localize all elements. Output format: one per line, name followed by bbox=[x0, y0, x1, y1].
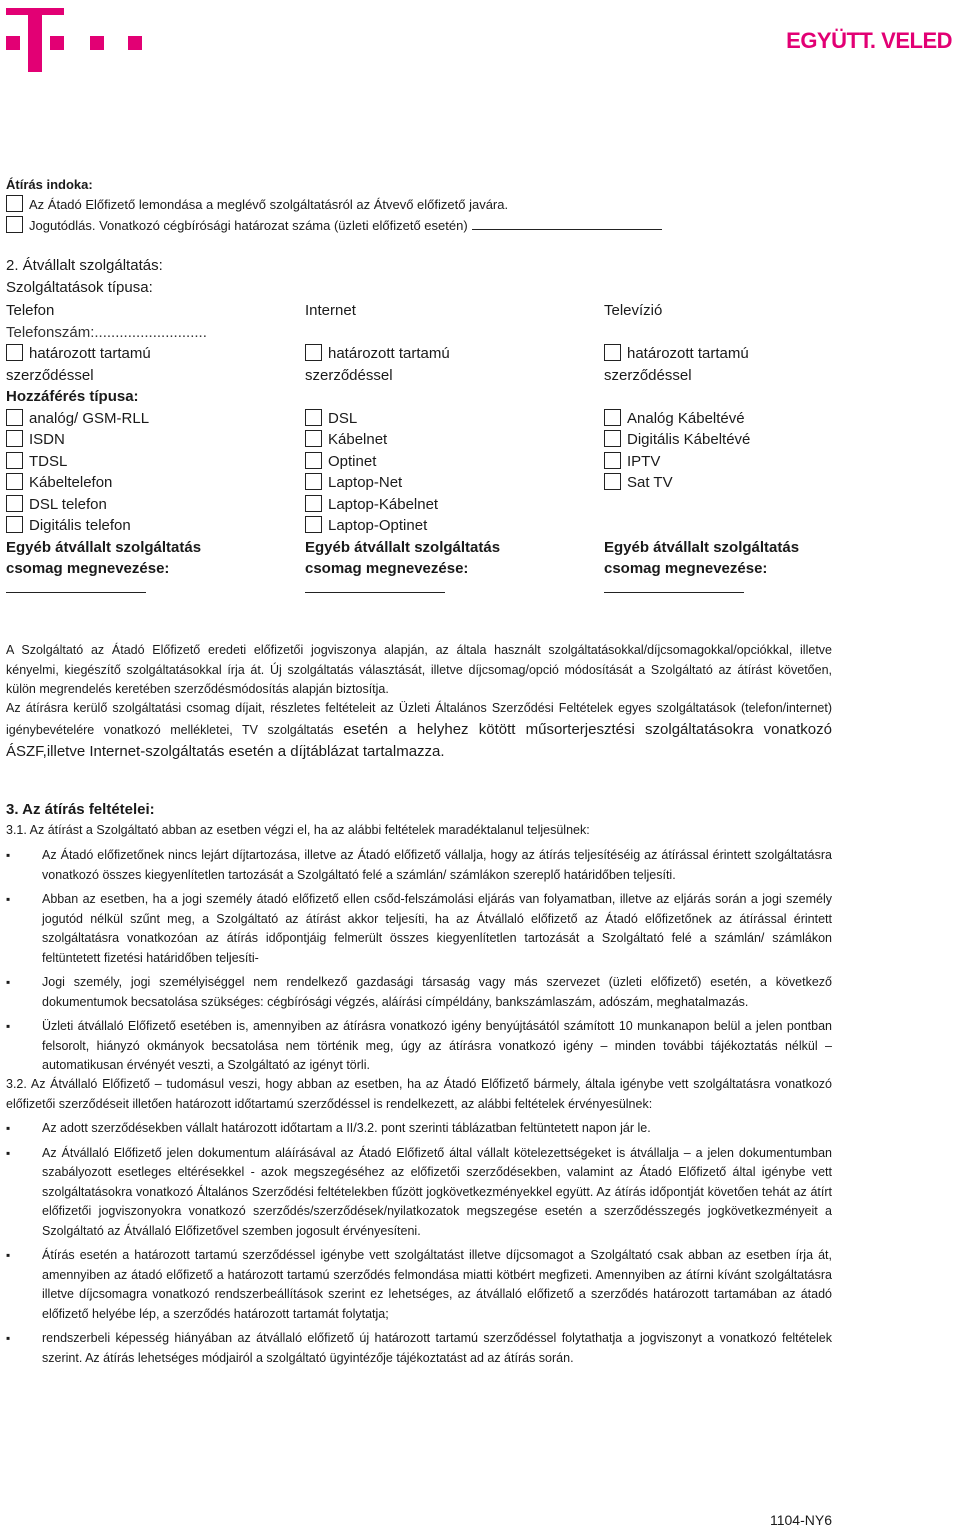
internet-header: Internet bbox=[305, 302, 356, 319]
tv-option-digital[interactable]: Digitális Kábeltévé bbox=[604, 429, 799, 451]
telefon-package-label: csomag megnevezése: bbox=[6, 560, 170, 577]
checkbox[interactable] bbox=[6, 516, 23, 533]
tv-package-label: csomag megnevezése: bbox=[604, 560, 768, 577]
checkbox[interactable] bbox=[305, 452, 322, 469]
internet-package-label: csomag megnevezése: bbox=[305, 560, 469, 577]
telefon-column bbox=[6, 300, 207, 593]
checkbox[interactable] bbox=[604, 409, 621, 426]
section3-1-bullets bbox=[6, 846, 832, 1081]
checkbox[interactable] bbox=[6, 344, 23, 361]
checkbox[interactable] bbox=[6, 452, 23, 469]
internet-option-laptop-net[interactable]: Laptop-Net bbox=[305, 472, 500, 494]
tv-fixed-term-cont: szerződéssel bbox=[604, 366, 692, 384]
tv-header: Televízió bbox=[604, 302, 663, 319]
list-item: ▪ Jogi személy, jogi személyiséggel nem rendelkező gazdasági társaság vagy más szervezet (üzleti előfizető) esetén, a következő dokumentumok becsatolása szükséges: cégbírósági végzés, aláírási címpéldány, bankszámlaszám, adószám, meghatalmazás. bbox=[6, 973, 832, 1012]
telefon-fixed-term[interactable]: határozott tartamú bbox=[6, 343, 207, 365]
phone-number-label: Telefonszám:........................... bbox=[6, 323, 207, 341]
section3-2-bullets bbox=[6, 1119, 832, 1373]
telefon-option-digital[interactable]: Digitális telefon bbox=[6, 515, 207, 537]
checkbox[interactable] bbox=[305, 430, 322, 447]
list-item: ▪ Az Átadó előfizetőnek nincs lejárt díjtartozása, illetve az Átadó előfizető vállalja, hogy az átírás teljesítéséig az átírással érintett szolgáltatásra vonatkozó összes kiegyenlítetlen tartozását a Szolgáltató felé a számlán/ számlákon szereplő határidőben teljesíti. bbox=[6, 846, 832, 885]
checkbox[interactable] bbox=[6, 216, 23, 233]
tv-option-analog[interactable]: Analóg Kábeltévé bbox=[604, 408, 799, 430]
reason-option-resignation[interactable]: Az Átadó Előfizető lemondása a meglévő szolgáltatásról az Átvevő előfizető javára. bbox=[6, 195, 508, 214]
brand-slogan: EGYÜTT. VELED bbox=[786, 28, 952, 53]
telefon-fixed-term-cont: szerződéssel bbox=[6, 366, 94, 384]
tv-column bbox=[604, 300, 799, 593]
resolution-number-blank[interactable] bbox=[472, 219, 662, 230]
telefon-option-isdn[interactable]: ISDN bbox=[6, 429, 207, 451]
reason-option-succession[interactable]: Jogutódlás. Vonatkozó cégbírósági határozat száma (üzleti előfizető esetén) bbox=[6, 216, 662, 235]
tv-fixed-term[interactable]: határozott tartamú bbox=[604, 343, 799, 365]
telefon-option-dsl[interactable]: DSL telefon bbox=[6, 494, 207, 516]
section3-1-intro: 3.1. Az átírást a Szolgáltató abban az esetben végzi el, ha az alábbi feltételek maradéktalanul teljesülnek: bbox=[6, 823, 590, 837]
list-item: ▪ rendszerbeli képesség hiányában az átvállaló előfizető új határozott tartamú szerződéssel folytathatja a jogviszonyt a vonatkozó feltételek szerint. Az átírás lehetséges módjairól a szolgáltató ügyintézője tájékoztatást ad az átírás során. bbox=[6, 1329, 832, 1368]
telefon-option-kabeltelefon[interactable]: Kábeltelefon bbox=[6, 472, 207, 494]
checkbox[interactable] bbox=[604, 473, 621, 490]
service-types-label: Szolgáltatások típusa: bbox=[6, 279, 153, 296]
tv-option-iptv[interactable]: IPTV bbox=[604, 451, 799, 473]
document-code: 1104-NY6 bbox=[769, 1512, 832, 1528]
internet-option-laptop-kabelnet[interactable]: Laptop-Kábelnet bbox=[305, 494, 500, 516]
internet-option-laptop-optinet[interactable]: Laptop-Optinet bbox=[305, 515, 500, 537]
section3-2-intro: 3.2. Az Átvállaló Előfizető – tudomásul veszi, hogy abban az esetben, ha az Átadó Előfizető bármely, általa igénybe vett szolgáltatásra vonatkozó előfizetői szerződéseit illetően határozott időtartamú szerződéssel is rendelkezett, az alábbi feltételek érvényesülnek: bbox=[6, 1077, 832, 1111]
list-item: ▪ Átírás esetén a határozott tartamú szerződéssel igénybe vett szolgáltatást illetve díjcsomagot a Szolgáltató csak abban az esetben írja át, amennyiben az átadó előfizető a határozott tartamú szerződés felmondása miatti kötbért megfizeti. Amennyiben az átírni kívánt szolgáltatásra illetve díjcsomagra vonatkozó rendszerbeállítások szerint ez lehetséges, az átvállaló előfizető a szerződés határozott tartamában az átadó előfizető helyébe lép, a szerződés határozott tartamát folytatja; bbox=[6, 1246, 832, 1324]
tv-other-label: Egyéb átvállalt szolgáltatás bbox=[604, 538, 800, 556]
checkbox[interactable] bbox=[305, 495, 322, 512]
list-item: ▪ Üzleti átvállaló Előfizető esetében is, amennyiben az átírásra vonatkozó igény benyújtásától számított 10 munkanapon belül a jelen pontban felsorolt, hiányzó okmányok becsatolása nem történik meg, úgy az átírásra vonatkozó igény – minden további tájékoztatás nélkül – automatikusan érvényét veszti, a Szolgáltató az igényt törli. bbox=[6, 1017, 832, 1076]
checkbox[interactable] bbox=[604, 344, 621, 361]
telekom-t-logo bbox=[6, 4, 146, 74]
checkbox[interactable] bbox=[305, 473, 322, 490]
telefon-option-tdsl[interactable]: TDSL bbox=[6, 451, 207, 473]
internet-column bbox=[305, 300, 500, 593]
internet-fixed-term[interactable]: határozott tartamú bbox=[305, 343, 500, 365]
info-paragraph-1: A Szolgáltató az Átadó Előfizető eredeti előfizetői jogviszonya alapján, az általa használt szolgáltatásokkal/díjcsomagokkal/opciókkal, illetve kényelmi, kiegészítő szolgáltatásokkal írja át. Új szolgáltatás választását, illetve díjcsomag/opció módosítását a Szolgáltató az átírást követően, külön megrendelés keretében szerződésmódosítás alapján biztosítja. bbox=[6, 643, 832, 696]
internet-option-kabelnet[interactable]: Kábelnet bbox=[305, 429, 500, 451]
internet-option-dsl[interactable]: DSL bbox=[305, 408, 500, 430]
internet-other-label: Egyéb átvállalt szolgáltatás bbox=[305, 538, 501, 556]
checkbox[interactable] bbox=[6, 473, 23, 490]
internet-option-optinet[interactable]: Optinet bbox=[305, 451, 500, 473]
access-type-label: Hozzáférés típusa: bbox=[6, 388, 139, 405]
list-item: ▪ Az adott szerződésekben vállalt határozott időtartam a II/3.2. pont szerinti táblázatban feltüntetett napon jár le. bbox=[6, 1119, 832, 1139]
checkbox[interactable] bbox=[6, 195, 23, 212]
checkbox[interactable] bbox=[305, 344, 322, 361]
checkbox[interactable] bbox=[604, 430, 621, 447]
checkbox[interactable] bbox=[6, 409, 23, 426]
transfer-reason-title: Átírás indoka: bbox=[6, 177, 93, 192]
section2-title: 2. Átvállalt szolgáltatás: bbox=[6, 257, 163, 274]
checkbox[interactable] bbox=[305, 409, 322, 426]
checkbox[interactable] bbox=[305, 516, 322, 533]
telefon-header: Telefon bbox=[6, 302, 55, 319]
checkbox[interactable] bbox=[6, 495, 23, 512]
checkbox[interactable] bbox=[604, 452, 621, 469]
tv-option-sat[interactable]: Sat TV bbox=[604, 472, 799, 494]
section3-title: 3. Az átírás feltételei: bbox=[6, 801, 155, 818]
telefon-package-blank[interactable] bbox=[6, 580, 146, 593]
checkbox[interactable] bbox=[6, 430, 23, 447]
list-item: ▪ Abban az esetben, ha a jogi személy átadó előfizető ellen csőd-felszámolási eljárás van folyamatban, illetve az eljárás során a jogi személy jogutód nélkül szűnt meg, a Szolgáltató az átírást akkor teljesíti, ha az Átvállaló előfizető az Átadó előfizetőnek az átírással érintett szolgáltatásra vonatkozóan az átírás időpontjáig felmerült összes kiegyenlítetlen tartozását a Szolgáltató felé a számlán/ számlákon feltüntetett fizetési határidőben teljesíti- bbox=[6, 890, 832, 968]
internet-package-blank[interactable] bbox=[305, 580, 445, 593]
list-item: ▪ Az Átvállaló Előfizető jelen dokumentum aláírásával az Átadó Előfizető által vállalt kötelezettségeket is átvállalja – a jelen dokumentumban szabályozott esetleges eltérésekkel - azok megszegéséhez az előfizetői szerződésekben, valamint az Átadó Előfizető által igénybe vett szolgáltatásokra vonatkozó Általános Szerződési feltételekben fűzött jogkövetkezményekkel együtt. Az átírás időpontját követően tehát az átírt előfizetői jogviszonyokra vonatkozó szerződés/szerződések/nyilatkozatok megszegése esetén a szerződésszegés jogkövetkezményeit a Szolgáltató az Átvállaló Előfizetővel szemben jogosult érvényesíteni. bbox=[6, 1144, 832, 1242]
telefon-option-analog[interactable]: analóg/ GSM-RLL bbox=[6, 408, 207, 430]
telefon-other-label: Egyéb átvállalt szolgáltatás bbox=[6, 538, 202, 556]
info-paragraph-2: Az átírásra kerülő szolgáltatási csomag díjait, részletes feltételeit az Üzleti Általános Szerződési Feltételek egyes szolgáltatások (telefon/internet) igénybevételére vonatkozó mellékletei, TV szolgáltatás esetén a helyhez kötött műsorterjesztési szolgáltatásokra vonatkozó ÁSZF,illetve Internet-szolgáltatás esetén a díjtáblázat tartalmazza. bbox=[6, 701, 832, 760]
internet-fixed-term-cont: szerződéssel bbox=[305, 366, 393, 384]
tv-package-blank[interactable] bbox=[604, 580, 744, 593]
